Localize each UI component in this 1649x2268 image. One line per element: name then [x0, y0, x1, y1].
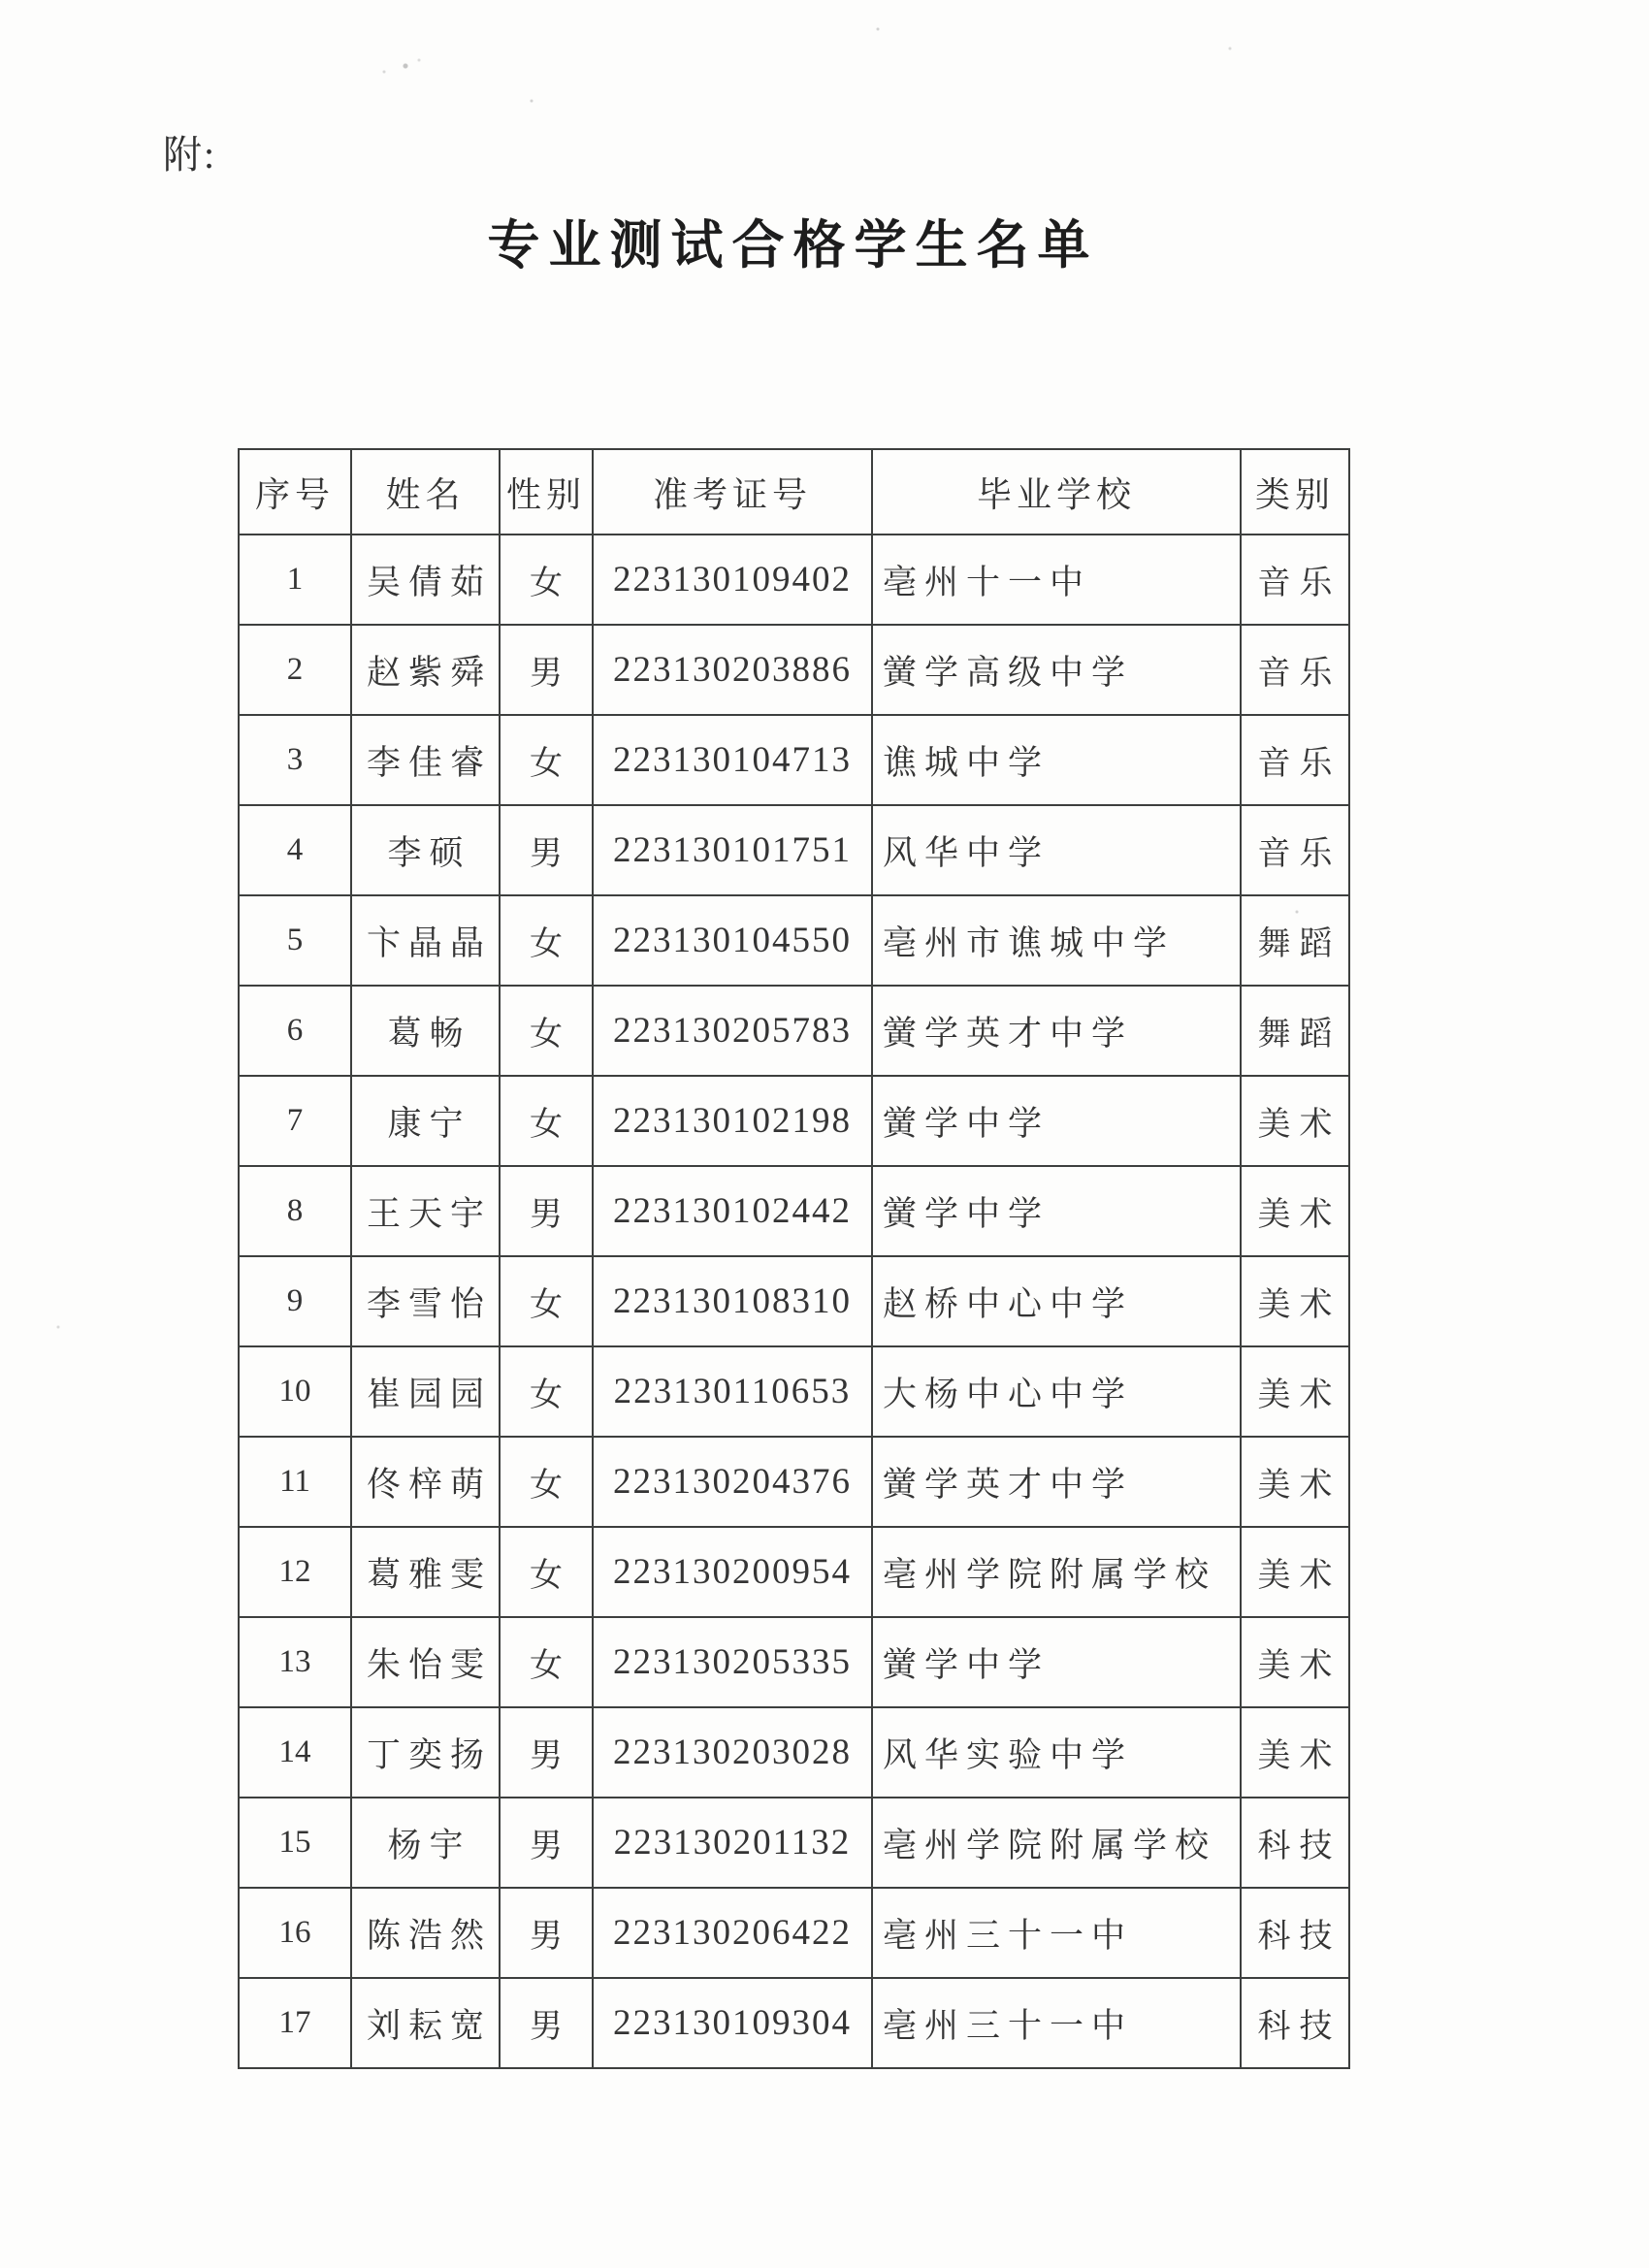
cell-gender: 男: [500, 1166, 593, 1256]
cell-category: 美术: [1241, 1166, 1349, 1256]
cell-school: 风华实验中学: [872, 1707, 1241, 1798]
cell-school: 黉学英才中学: [872, 1437, 1241, 1527]
cell-no: 3: [239, 715, 351, 805]
cell-no: 17: [239, 1978, 351, 2068]
cell-no: 12: [239, 1527, 351, 1617]
cell-school: 黉学中学: [872, 1617, 1241, 1707]
table-row: [239, 1707, 1349, 1798]
cell-ticket: 223130205335: [593, 1617, 872, 1707]
table-row: [239, 1888, 1349, 1978]
cell-gender: 女: [500, 986, 593, 1076]
cell-school: 亳州学院附属学校: [872, 1798, 1241, 1888]
cell-school: 黉学中学: [872, 1076, 1241, 1166]
cell-school: 赵桥中心中学: [872, 1256, 1241, 1346]
cell-no: 1: [239, 535, 351, 625]
cell-school: 黉学英才中学: [872, 986, 1241, 1076]
cell-gender: 男: [500, 805, 593, 895]
cell-ticket: 223130205783: [593, 986, 872, 1076]
cell-ticket: 223130110653: [593, 1346, 872, 1437]
cell-no: 14: [239, 1707, 351, 1798]
cell-gender: 女: [500, 895, 593, 986]
cell-gender: 男: [500, 1978, 593, 2068]
cell-no: 13: [239, 1617, 351, 1707]
cell-category: 美术: [1241, 1256, 1349, 1346]
table-row: [239, 625, 1349, 715]
cell-name: 葛畅: [351, 986, 500, 1076]
table-row: [239, 1076, 1349, 1166]
cell-school: 大杨中心中学: [872, 1346, 1241, 1437]
cell-name: 杨宇: [351, 1798, 500, 1888]
cell-school: 亳州学院附属学校: [872, 1527, 1241, 1617]
attachment-label: 附:: [163, 133, 217, 177]
cell-category: 美术: [1241, 1527, 1349, 1617]
cell-name: 王天宇: [351, 1166, 500, 1256]
header-no: 序号: [239, 449, 351, 535]
cell-ticket: 223130203886: [593, 625, 872, 715]
cell-school: 谯城中学: [872, 715, 1241, 805]
cell-category: 美术: [1241, 1076, 1349, 1166]
cell-ticket: 223130109304: [593, 1978, 872, 2068]
cell-name: 赵紫舜: [351, 625, 500, 715]
cell-ticket: 223130108310: [593, 1256, 872, 1346]
cell-name: 葛雅雯: [351, 1527, 500, 1617]
cell-category: 科技: [1241, 1798, 1349, 1888]
cell-category: 音乐: [1241, 625, 1349, 715]
cell-ticket: 223130206422: [593, 1888, 872, 1978]
cell-gender: 女: [500, 1076, 593, 1166]
cell-school: 亳州三十一中: [872, 1888, 1241, 1978]
header-name: 姓名: [351, 449, 500, 535]
cell-no: 4: [239, 805, 351, 895]
table-row: [239, 1617, 1349, 1707]
cell-school: 亳州三十一中: [872, 1978, 1241, 2068]
cell-gender: 男: [500, 1798, 593, 1888]
page-title: 专业测试合格学生名单: [487, 216, 1099, 275]
table-row: [239, 1437, 1349, 1527]
cell-category: 音乐: [1241, 805, 1349, 895]
cell-ticket: 223130201132: [593, 1798, 872, 1888]
cell-name: 李佳睿: [351, 715, 500, 805]
cell-gender: 女: [500, 1527, 593, 1617]
cell-name: 朱怡雯: [351, 1617, 500, 1707]
table-row: [239, 1256, 1349, 1346]
cell-category: 美术: [1241, 1617, 1349, 1707]
cell-gender: 女: [500, 1346, 593, 1437]
cell-name: 刘耘宽: [351, 1978, 500, 2068]
cell-name: 李雪怡: [351, 1256, 500, 1346]
cell-no: 15: [239, 1798, 351, 1888]
cell-ticket: 223130104713: [593, 715, 872, 805]
cell-school: 亳州市谯城中学: [872, 895, 1241, 986]
cell-ticket: 223130102442: [593, 1166, 872, 1256]
table-row: [239, 1346, 1349, 1437]
cell-no: 9: [239, 1256, 351, 1346]
cell-no: 16: [239, 1888, 351, 1978]
cell-school: 亳州十一中: [872, 535, 1241, 625]
cell-name: 崔园园: [351, 1346, 500, 1437]
cell-name: 吴倩茹: [351, 535, 500, 625]
students-table: [238, 448, 1350, 2069]
table-row: [239, 1166, 1349, 1256]
cell-gender: 女: [500, 1617, 593, 1707]
cell-school: 黉学高级中学: [872, 625, 1241, 715]
header-gender: 性别: [500, 449, 593, 535]
cell-category: 舞蹈: [1241, 986, 1349, 1076]
cell-category: 美术: [1241, 1707, 1349, 1798]
cell-ticket: 223130101751: [593, 805, 872, 895]
cell-name: 康宁: [351, 1076, 500, 1166]
cell-gender: 女: [500, 1437, 593, 1527]
cell-no: 2: [239, 625, 351, 715]
cell-ticket: 223130204376: [593, 1437, 872, 1527]
table-row: [239, 535, 1349, 625]
cell-ticket: 223130109402: [593, 535, 872, 625]
cell-ticket: 223130200954: [593, 1527, 872, 1617]
cell-gender: 男: [500, 625, 593, 715]
cell-gender: 女: [500, 715, 593, 805]
cell-name: 卞晶晶: [351, 895, 500, 986]
header-ticket: 准考证号: [593, 449, 872, 535]
cell-category: 音乐: [1241, 535, 1349, 625]
cell-gender: 男: [500, 1707, 593, 1798]
cell-ticket: 223130203028: [593, 1707, 872, 1798]
table-row: [239, 805, 1349, 895]
cell-category: 科技: [1241, 1978, 1349, 2068]
cell-name: 佟梓萌: [351, 1437, 500, 1527]
table-row: [239, 1798, 1349, 1888]
table-row: [239, 895, 1349, 986]
table-row: [239, 715, 1349, 805]
cell-category: 美术: [1241, 1346, 1349, 1437]
cell-gender: 女: [500, 535, 593, 625]
header-category: 类别: [1241, 449, 1349, 535]
cell-name: 丁奕扬: [351, 1707, 500, 1798]
table-body: [239, 535, 1349, 2068]
header-school: 毕业学校: [872, 449, 1241, 535]
cell-no: 5: [239, 895, 351, 986]
cell-ticket: 223130104550: [593, 895, 872, 986]
cell-ticket: 223130102198: [593, 1076, 872, 1166]
cell-no: 6: [239, 986, 351, 1076]
table-row: [239, 986, 1349, 1076]
cell-no: 8: [239, 1166, 351, 1256]
cell-no: 11: [239, 1437, 351, 1527]
cell-school: 黉学中学: [872, 1166, 1241, 1256]
cell-gender: 男: [500, 1888, 593, 1978]
cell-no: 7: [239, 1076, 351, 1166]
cell-category: 美术: [1241, 1437, 1349, 1527]
cell-category: 科技: [1241, 1888, 1349, 1978]
table-row: [239, 1978, 1349, 2068]
table-header-row: [239, 449, 1349, 535]
cell-name: 陈浩然: [351, 1888, 500, 1978]
cell-no: 10: [239, 1346, 351, 1437]
cell-category: 舞蹈: [1241, 895, 1349, 986]
cell-name: 李硕: [351, 805, 500, 895]
cell-gender: 女: [500, 1256, 593, 1346]
cell-category: 音乐: [1241, 715, 1349, 805]
cell-school: 风华中学: [872, 805, 1241, 895]
table-row: [239, 1527, 1349, 1617]
